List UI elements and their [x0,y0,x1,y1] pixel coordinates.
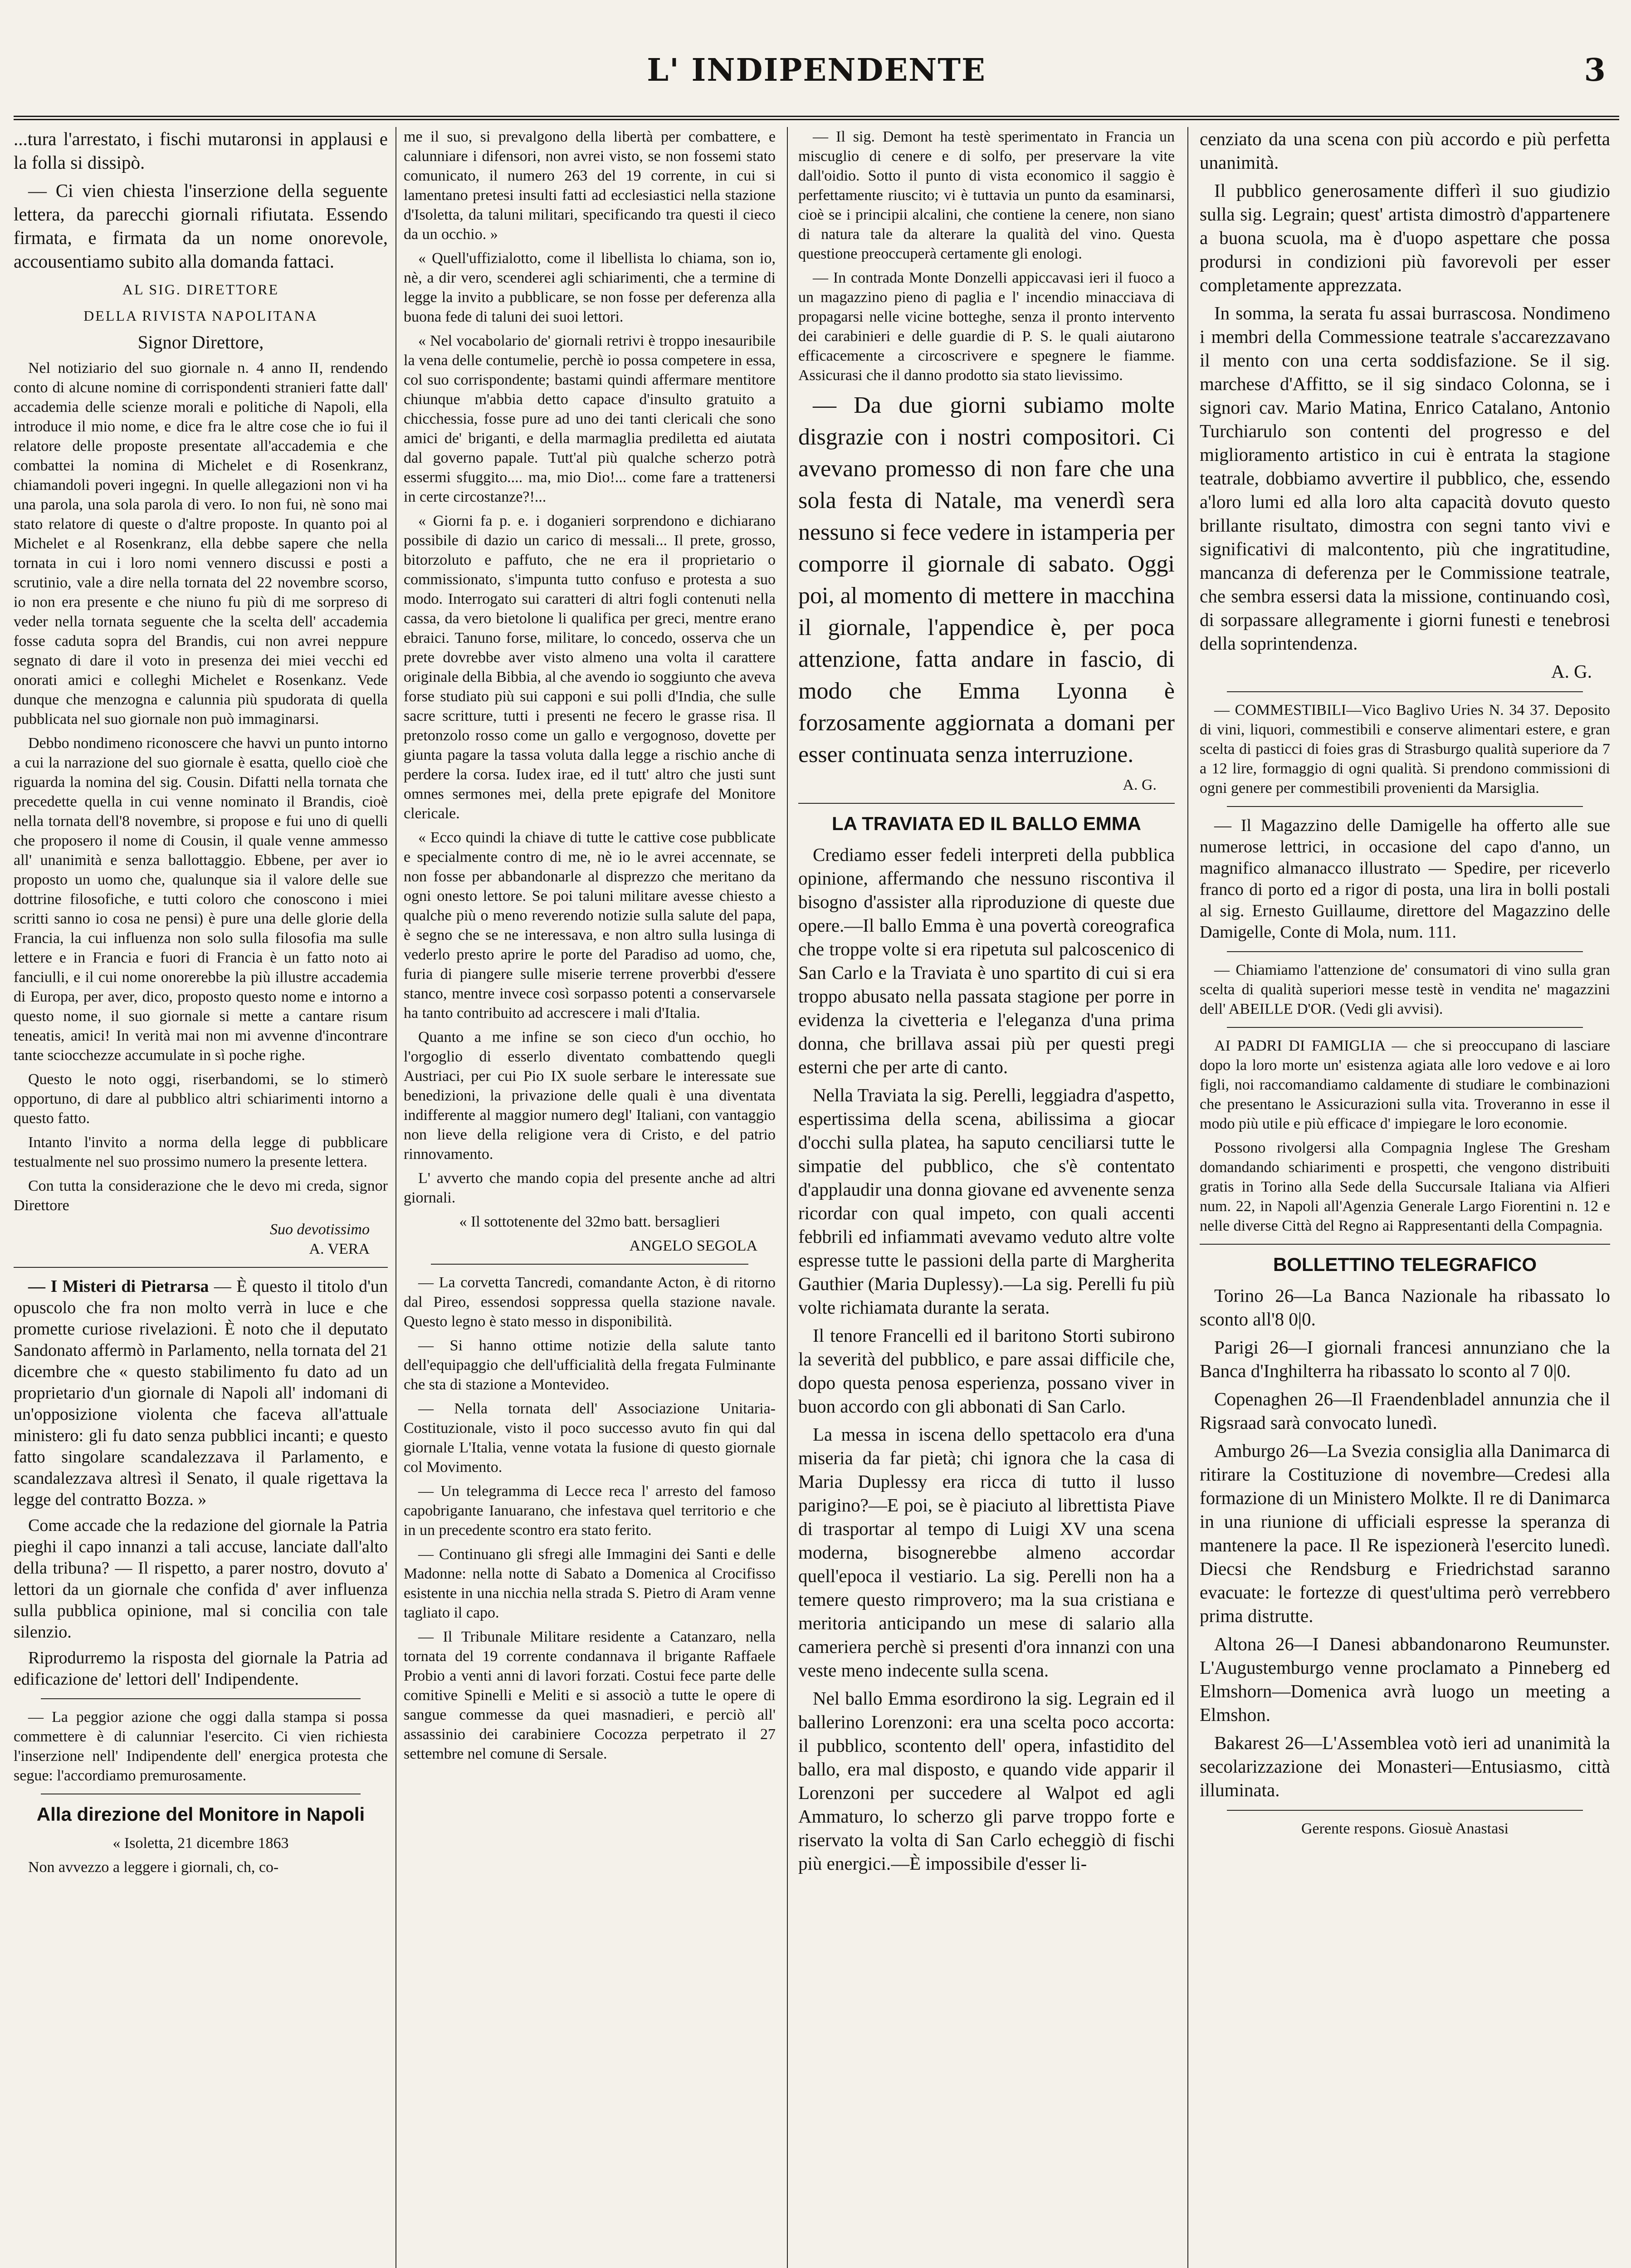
article-signature: A. G. [1551,661,1592,682]
news-item: — Si hanno ottime notizie della salute tanto dell'equipaggio che dell'ufficialità della fregata Fulminante che sta di stazione a Montevideo. [404,1337,776,1393]
letter-heading: DELLA RIVISTA NAPOLITANA [83,308,318,324]
news-item: — In contrada Monte Donzelli appiccavasi ieri il fuoco a un magazzino pieno di paglia e l' incendio minacciava di propagarsi nelle vicine botteghe, senza il pronto intervento dei carabinieri e delle guardie di P. S. le quali aiutarono efficacemente a circoscrivere e spegnere le fiamme. Assicurasi che il danno prodotto sia stato lievissimo. [798,269,1175,384]
advertisement: AI PADRI DI FAMIGLIA — che si preoccupano di lasciare dopo la loro morte un' esistenza agiata alle loro vedove e ai loro figli, noi raccomandiamo caldamente di studiare le combinazioni che presentano le Assicurazioni sulla vita. Troveranno in esse il modo più utile e più efficace d' impiegare le loro economie. [1200,1037,1610,1132]
review-text: Crediamo esser fedeli interpreti della pubblica opinione, affermando che nessuno riscontiva il bisogno d'assister alla riproduzione di queste due opere.—Il ballo Emma è una povertà coreografica che troppe volte si era ripetuta sul palcoscenico di San Carlo e la Traviata è uno spartito di cui si era troppo abusato nella passata stagione per porre in evidenza la civetteria e l'eleganza d'una prima donna, che brillava assai più per questi pregi esterni che per arte di canto. [798,844,1175,1077]
page-number: 3 [1584,52,1606,88]
review-text: Nella Traviata la sig. Perelli, leggiadra d'aspetto, espertissima della scena, abilissima a giocar d'occhi sulla platea, ha saputo cenciliarsi tutte le simpatie del pubblico, che s'è contentato d'applaudir una donna giovane ed avvenente senza ricordar con qual impeto, con quali accenti febbrili ed infiammati avevamo veduto altre volte espresse tutte le passioni della parte di Margherita Gauthier (Maria Duplessy).—La sig. Perelli fu più volte richiamata durante la serata. [798,1085,1175,1318]
article-heading: LA TRAVIATA ED IL BALLO EMMA [831,813,1142,834]
advertisement: — Chiamiamo l'attenzione de' consumatori di vino sulla gran scelta di qualità superiori messe testè in vendita ne' magazzini dell' ABEILLE D'OR. (Vedi gli avvisi). [1200,962,1610,1017]
column-divider [787,127,788,2268]
article-text: — I Misteri di Pietrarsa — È questo il titolo d'un opuscolo che fra non molto verrà in luce e che promette curiose rivelazioni. È noto che il deputato Sandonato affermò in Parlamento, nella tornata del 21 dicembre che « questo stabilimento fu dato ad un proprietario d'un giornale di Napoli all' indomani di un'opposizione violenta che faceva all'attuale ministero: gli fu dato senza pubblici incanti; e questo fatto singolare scandalezzava il Parlamento, e scandalezzava altresì il Senato, il quale rigettava la legge del contratto Bozza. » [14,1277,388,1509]
letter-closing: Suo devotissimo [269,1221,370,1238]
divider [1227,691,1583,692]
article-text: — La peggior azione che oggi dalla stampa si possa commettere è di calunniar l'esercito. Ci vien richiesta l'inserzione nell' Indipendente dell' energica protesta che segue: l'accordiamo premurosamente. [14,1709,388,1784]
article-text: me il suo, si prevalgono della libertà per combattere, e calunniare i difensori, non avrei visto, se non fossemi stato comunicato, il numero 263 del 19 corrente, in cui si lamentano pretesi insulti fatti ad ecclesiastici nella stazione d'Isoletta, da taluni militari, specificando tra questi il cieco da un occhio. » [404,128,776,243]
telegraph-item: Copenaghen 26—Il Fraendenbladel annunzia che il Rigsraad sarà convocato lunedì. [1200,1388,1610,1433]
letter-signature: ANGELO SEGOLA [629,1237,757,1254]
review-text: La messa in iscena dello spettacolo era d'una miseria da far pietà; chi ignora che la casa di Maria Duplessy era ricca di tutto il lusso parigino?—E poi, se è piaciuto al librettista Piave di trasportar al tempo di Luigi XV una scena moderna, bisognerebbe almeno accordar quell'epoca il vestiario. La sig. Perelli non ha a temere questo rimprovero; ma la sua cristiana e meritoria anticipando un mese di salario alla cameriera perchè si presenti d'ora innanzi con una veste meno indecente sulla scena. [798,1424,1175,1681]
article-text: — Ci vien chiesta l'inserzione della seguente lettera, da parecchi giornali rifiutata. Essendo firmata, e firmata da un nome onorevole, accousentiamo subito alla domanda fattaci. [14,180,388,272]
article-text: Quanto a me infine se son cieco d'un occhio, ho l'orgoglio di esserlo diventato combattendo quegli Austriaci, per cui Pio IX suole serbare le interessate sue benedizioni, la privazione delle quali è una diventata indifferente al maggior numero degl' Italiani, con vantaggio non lieve della religione vera di Cristo, e del patrio rinnovamento. [404,1029,776,1163]
article-text: « Giorni fa p. e. i doganieri sorprendono e dichiarano possibile di dazio un carico di messali... Il prete, grosso, bitorzoluto e paffuto, che ne era il proprietario o commissionato, s'impunta tutto confuso e protesta a suo modo. Interrogato sui caratteri di altri fogli contenuti nella cassa, da vero bietolone li qualifica per greci, mentre erano ebraici. Tanuno forse, militare, lo concedo, osserva che un prete dovrebbe aver visto almeno una volta il carattere originale della Bibbia, al che avendo io soggiunto che aveva forse studiato più sui capponi e sui polli d'India, che sulle sacre scritture, tutti i presenti ne fecero le grasse risa. Il pretonzolo rosso come un gallo e vergognoso, dovette per giunta pagare la tassa voluta dalla legge a rischio anche di perdere la corsa. Iudex irae, ed il tutt' altro che justi sunt omnes sermones mei, della prete epigrafe del Monitore clericale. [404,513,776,822]
section-heading: BOLLETTINO TELEGRAFICO [1273,1254,1537,1275]
column-2 [404,127,776,2268]
article-text: ...tura l'arrestato, i fischi mutaronsi in applausi e la folla si dissipò. [14,128,388,173]
divider [14,1267,388,1268]
news-item: — Un telegramma di Lecce reca l' arresto del famoso capobrigante Ianuarano, che infestava quel territorio e che in un precedente scontro era stato ferito. [404,1483,776,1539]
news-item: — Il Tribunale Militare residente a Catanzaro, nella tornata del 19 corrente condannava il brigante Raffaele Probio a venti anni di lavori forzati. Costui fece parte delle comitive Spinelli e Meliti e si associò a tutte le opere di sangue commesse da quei masnadieri, e perciò all' assassinio dei carabiniere Cocozza perpetrato il 27 settembre nel comune di Sersale. [404,1628,776,1762]
telegraph-item: Torino 26—La Banca Nazionale ha ribassato lo sconto all'8 0|0. [1200,1285,1610,1330]
telegraph-item: Bakarest 26—L'Assemblea votò ieri ad unanimità la secolarizzazione dei Monasteri—Entusiasmo, città illuminata. [1200,1732,1610,1800]
news-item: — Nella tornata dell' Associazione Unitaria-Costituzionale, visto il poco successo avuto fin qui dal giornale L'Italia, venne votata la fusione di questo giornale col Movimento. [404,1400,776,1476]
article-text: L' avverto che mando copia del presente anche ad altri giornali. [404,1170,776,1206]
article-heading: — I Misteri di Pietrarsa [28,1277,209,1296]
advertisement: — Il Magazzino delle Damigelle ha offerto alle sue numerose lettrici, in occasione del capo d'anno, un magnifico almanacco illustrato — Spedire, per riceverlo franco di porto ed a rigor di posta, una lira in bolli postali al sig. Ernesto Guillaume, direttore del Magazzino delle Damigelle, Conte di Mola, num. 111. [1200,816,1610,942]
masthead [14,43,1619,120]
divider [41,1698,361,1699]
news-item: — Continuano gli sfregi alle Immagini dei Santi e delle Madonne: nella notte di Sabato a Domenica al Crocifisso esistente in una nicchia nella strada S. Pietro di Aram venne tagliato il capo. [404,1546,776,1621]
review-text: Il tenore Francelli ed il baritono Storti subirono la severità del pubblico, e pare assai difficile che, dopo questa penosa esperienza, possano viver in buon accordo con gli abbonati di San Carlo. [798,1325,1175,1417]
divider [1200,1244,1610,1245]
letter-text: Non avvezzo a leggere i giornali, ch, co- [28,1859,279,1876]
news-item: — Da due giorni subiamo molte disgrazie con i nostri compositori. Ci avevano promesso di non fare che una sola festa di Natale, ma venerdì sera nessuno si fece vedere in istamperia per comporre il giornale di sabato. Oggi poi, al momento di mettere in macchina il giornale, l'appendice è, per poca attenzione, fatta andare in fascio, di modo che Emma Lyonna è forzosamente aggiornata a domani per esser continuata senza interruzione. [798,392,1175,767]
review-text: Il pubblico generosamente differì il suo giudizio sulla sig. Legrain; quest' artista dimostrò d'appartenere a buona scuola, ma è d'uopo aspettare che possa prodursi in condizioni più favorevoli per esser completamente apprezzata. [1200,180,1610,295]
letter-text: Debbo nondimeno riconoscere che havvi un punto intorno a cui la narrazione del suo giornale è esatta, quello cioè che riguarda la nomina del sig. Cousin. Difatti nella tornata che precedette quella in cui venne nominato il Brandis, cioè nella tornata dell'8 novembre, si propose e fui uno di quelli che proposero il nome di Cousin, il quale venne ammesso all' unanimità e senza ballottaggio. Ebbene, per aver io proposto un uomo che, qualunque sia il valore delle sue dottrine filosofiche, e tutti coloro che conoscono i miei scritti sanno io cosa ne pensi) è pure una delle glorie della Francia, la cui influenza non solo sulla filosofia ma sulle lettere e in Francia e fuori di Francia è un fatto noto ai fanciulli, e il cui nome onorerebbe la più illustre accademia di Europa, per aver, dico, proposto questo nome e intorno a questo nome, il suo giornale si mette a cantare risum teneatis, amici! In verità mai non mi avvenne d'incontrare tante sciocchezze accumulate in sì poche righe. [14,735,388,1064]
newspaper-title: L' INDIPENDENTE [647,52,986,88]
article-text: « Quell'uffizialotto, come il libellista lo chiama, son io, nè, a dir vero, scenderei agli schiarimenti, che a termine di legge la invito a pubblicare, se non fosse per deferenza alla buona fede di taluni dei suoi lettori. [404,250,776,325]
divider [431,1264,748,1265]
news-item: — La corvetta Tancredi, comandante Acton, è di ritorno dal Pireo, essendosi soppressa quella stazione navale. Questo legno è stato messo in disponibilità. [404,1274,776,1330]
column-1 [14,127,388,2268]
advertisement: — COMMESTIBILI—Vico Baglivo Uries N. 34 37. Deposito di vini, liquori, commestibili e conserve alimentari estere, e gran scelta di pasticci di foies gras di Strasburgo qualità superiore da 7 a 12 lire, formaggio di ogni qualità. Si prendono commissioni di ogni genere per commestibili provenienti da Marsiglia. [1200,702,1610,797]
divider [1227,1810,1583,1811]
column-3 [798,127,1175,2268]
divider [1227,1027,1583,1028]
telegraph-item: Parigi 26—I giornali francesi annunziano che la Banca d'Inghilterra ha ribassato lo sconto al 7 0|0. [1200,1337,1610,1381]
telegraph-item: Amburgo 26—La Svezia consiglia alla Danimarca di ritirare la Costituzione di novembre—Credesi alla formazione di un Ministero Molkte. Il re di Danimarca in una riunione di ufficiali espresse la speranza di mantenere la pace. Il Re ispezionerà l'esercito lunedì. Diecsi che Rendsburg e Friedrichstad saranno evacuate: le fortezze di quest'ultima però verrebbero prima distrutte. [1200,1440,1610,1626]
article-text: « Ecco quindi la chiave di tutte le cattive cose pubblicate e specialmente contro di me, nè io le avrei accennate, se non fosse per abbandonarle al disprezzo che meritano da ogni onesto lettore. Se poi taluni militare avesse chiesto a qualche più o meno reverendo notizie sulla salute del papa, è segno che se ne interessava, e non altro sulla lusinga di vederlo presto aprire le porte del Paradiso ad uomo, che, furia di piangere sulle miserie terrene proverbbi d'essere stanco, mentre invece così sorpasso potenti a conservarsele ha tanto contribuito ad accrescere i mali d'Italia. [404,829,776,1022]
letter-heading: AL SIG. DIRETTORE [122,281,279,298]
letter-signature: A. VERA [309,1241,370,1257]
article-text: Riprodurremo la risposta del giornale la Patria ad edificazione de' lettori dell' Indipendente. [14,1648,388,1689]
letter-dateline: « Isoletta, 21 dicembre 1863 [112,1835,289,1852]
editor-credit: Gerente respons. Giosuè Anastasi [1301,1820,1509,1837]
column-4 [1200,127,1610,2268]
review-text: cenziato da una scena con più accordo e più perfetta unanimità. [1200,128,1610,173]
letter-salutation: Signor Direttore, [137,332,264,352]
article-text: « Nel vocabolario de' giornali retrivi è troppo inesauribile la vena delle contumelie, perchè io possa competere in essa, col suo corrispondente; bastami quindi affermare mentitore chiunque m'abbia detto capace d'insulto gratuito a chicchessia, fosse pure ad uno dei tanti clericali che sono amici de' briganti, e della marmaglia prediletta ed aiutata dal governo papale. Tutt'al più qualche scherzo potrà essermi sfuggito.... ma, mio Dio!... come fare a trattenersi in certe circostanze?!... [404,332,776,505]
news-item: — Il sig. Demont ha testè sperimentato in Francia un miscuglio di cenere e di solfo, per preservare la vite dall'oidio. Sotto il punto di vista economico il saggio è perfettamente riuscito; vi è tuttavia un punto da esaminarsi, cioè se i principii alcalini, che contiene la cenere, non siano di natura tale da alterare la qualità del vino. Questa questione preoccuperà certamente gli enologi. [798,128,1175,262]
letter-text: Nel notiziario del suo giornale n. 4 anno II, rendendo conto di alcune nomine di corrispondenti stranieri fatte dall' accademia delle scienze morali e politiche di Napoli, ella introduce il mio nome, e dice fra le altre cose che io fui il relatore delle proposte presentate all'accademia e che combattei la nomina di Michelet e di Rosenkranz, chiamandoli poveri ingegni. In quelle allegazioni non vi ha una parola, una sola parola di vero. Io non fui, nè sono mai stato relatore di queste o d'altre proposte. In quanto poi al Michelet e al Rosenkranz, ella debbe sapere che nella tornata in cui i loro nomi vennero discussi e posti a scrutinio, vale a dire nella tornata del 22 novembre scorso, io non era presente e che niuno fu più di me sorpreso di veder nella tornata seguente che la scelta dell' accademia fosse caduta sopra del Brandis, cui non avrei neppure segnato di dare il voto in presenza dei miei vecchi ed onorati amici e colleghi Michelet e Rosenkanz. Vede dunque che menzogna e calunnia più spudorata di quella pubblicata nel suo giornale non può immaginarsi. [14,360,388,728]
divider [798,803,1175,804]
letter-text: Intanto l'invito a norma della legge di pubblicare testualmente nel suo prossimo numero la presente lettera. [14,1134,388,1170]
letter-signature-line: « Il sottotenente del 32mo batt. bersaglieri [459,1213,720,1230]
letter-text: Questo le noto oggi, riserbandomi, se lo stimerò opportuno, di dare al pubblico altri schiarimenti intorno a questo fatto. [14,1071,388,1127]
article-text: Come accade che la redazione del giornale la Patria pieghi il capo innanzi a tali accuse, lanciate dall'alto della tribuna? — Il rispetto, a parer nostro, dovuto a' lettori da un giornale che confida d' aver influenza sulla pubblica opinione, mal si concilia con tale silenzio. [14,1516,388,1642]
divider [1227,951,1583,952]
review-text: Nel ballo Emma esordirono la sig. Legrain ed il ballerino Lorenzoni: era una scelta poco accorta: il pubblico, scontento dell' opera, infastidito del ballo, era mal disposto, e quando vide apparir il Lorenzoni per succedere al Walpot ed agli Ammaturo, lo scherzo gli parve troppo forte e riservato la volta di San Carlo echeggiò di fischi più energici.—È impossibile d'esser li- [798,1688,1175,1874]
article-signature: A. G. [1123,777,1157,793]
column-divider [1187,127,1188,2268]
letter-text: Con tutta la considerazione che le devo mi creda, signor Direttore [14,1178,388,1214]
advertisement: Possono rivolgersi alla Compagnia Inglese The Gresham domandando schiarimenti e prospetti, che vengono distribuiti gratis in Torino alla Sede della Succursale Italiana via Alfieri num. 22, in Napoli all'Agenzia Generale Largo Fiorentini n. 12 e nelle diverse Città del Regno ai Rappresentanti della Compagnia. [1200,1139,1610,1234]
article-heading: Alla direzione del Monitore in Napoli [36,1804,365,1825]
divider [1227,806,1583,807]
telegraph-item: Altona 26—I Danesi abbandonarono Reumunster. L'Augustemburgo venne proclamato a Pinneberg ed Elmshorn—Domenica avrà luogo un meeting a Elmshon. [1200,1633,1610,1725]
review-text: In somma, la serata fu assai burrascosa. Nondimeno i membri della Commessione teatrale s'accarezzavano il mento con una certa soddisfazione. Se il sig. marchese d'Affitto, se il sig sindaco Colonna, se i signori cav. Mario Matina, Enrico Catalano, Antonio Turchiarulo son contenti del progresso e del miglioramento artistico in cui è entrata la stagione teatrale, dobbiamo avvertire il pubblico, che, essendo a'loro lumi ed alla loro alta capacità dovuto questo brillante risultato, dimostra con segni tanto vivi e significativi di malcontento, più che ingratitudine, mancanza di deferenza per le Commissione teatrale, che sembra essersi data la missione, continuando così, di sorpassare allegramente i giorni funesti e tenebrosi della soprintendenza. [1200,303,1610,654]
